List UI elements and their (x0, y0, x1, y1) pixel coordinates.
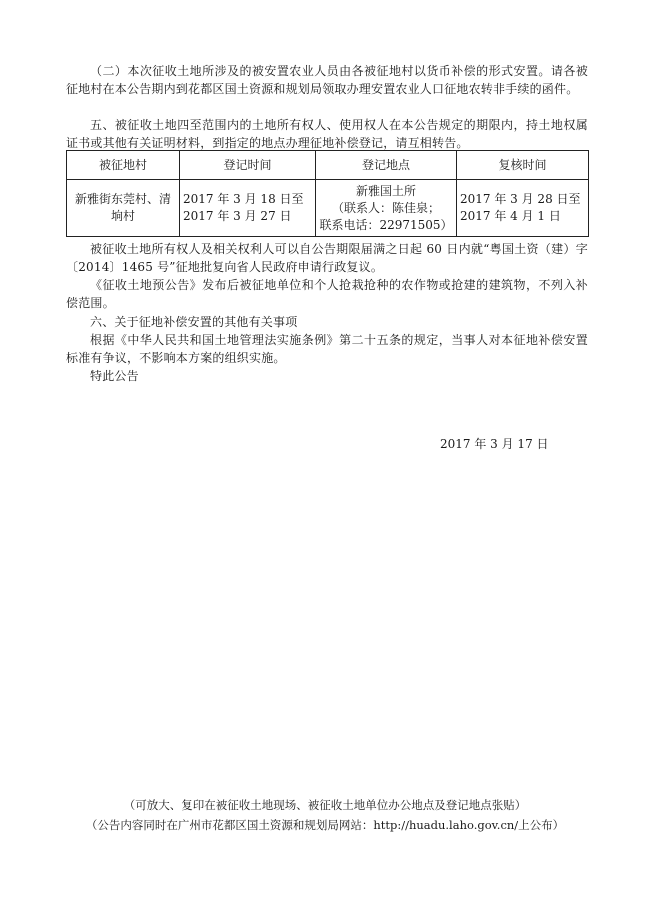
no-compensation-paragraph: 《征收土地预公告》发布后被征地单位和个人抢栽抢种的农作物或抢建的建筑物，不列入补偿范围。 (66, 278, 588, 310)
place-phone: 联系电话：22971505） (319, 217, 453, 232)
place-contact: （联系人：陈佳泉； (331, 200, 440, 215)
section-five-paragraph: 五、被征收土地四至范围内的土地所有权人、使用权人在本公告规定的期限内，持土地权属证书或其他有关证明材料，到指定的地点办理征地补偿登记，请互相转告。 (66, 118, 588, 150)
header-review-time: 复核时间 (457, 151, 589, 180)
cell-registration-place (316, 180, 457, 237)
registration-time-start: 2017 年 3 月 18 日至 (183, 192, 304, 206)
appeal-paragraph: 被征收土地所有权人及相关权利人可以自公告期限届满之日起 60 日内就“粤国土资（建）字〔2014〕1465 号”征地批复向省人民政府申请行政复议。 (66, 242, 588, 274)
footer-posting-note: （可放大、复印在被征收土地现场、被征收土地单位办公地点及登记地点张贴） (123, 798, 527, 812)
header-registration-place: 登记地点 (316, 151, 457, 180)
notice-date: 2017 年 3 月 17 日 (440, 437, 549, 451)
section-six-body: 根据《中华人民共和国土地管理法实施条例》第二十五条的规定，当事人对本征地补偿安置标准有争议，不影响本方案的组织实施。 (66, 333, 588, 365)
header-village: 被征地村 (67, 151, 180, 180)
closing-text: 特此公告 (90, 369, 139, 383)
section-two-paragraph: （二）本次征收土地所涉及的被安置农业人员由各被征地村以货币补偿的形式安置。请各被征地村在本公告期内到花都区国土资源和规划局领取办理安置农业人口征地农转非手续的函件。 (66, 64, 588, 96)
table-header-row (67, 151, 589, 180)
header-registration-time: 登记时间 (180, 151, 316, 180)
table-row (67, 180, 589, 237)
registration-time-end: 2017 年 3 月 27 日 (183, 209, 292, 223)
cell-registration-time (180, 180, 316, 237)
registration-table (66, 150, 589, 237)
footer-website-note: （公告内容同时在广州市花都区国土资源和规划局网站：http://huadu.laho.gov.cn/上公布） (85, 818, 565, 832)
review-time-end: 2017 年 4 月 1 日 (460, 209, 561, 223)
cell-village: 新雅街东莞村、清垧村 (67, 180, 180, 237)
section-six-title: 六、关于征地补偿安置的其他有关事项 (90, 315, 298, 329)
review-time-start: 2017 年 3 月 28 日至 (460, 192, 581, 206)
cell-review-time (457, 180, 589, 237)
place-name: 新雅国土所 (355, 183, 416, 198)
